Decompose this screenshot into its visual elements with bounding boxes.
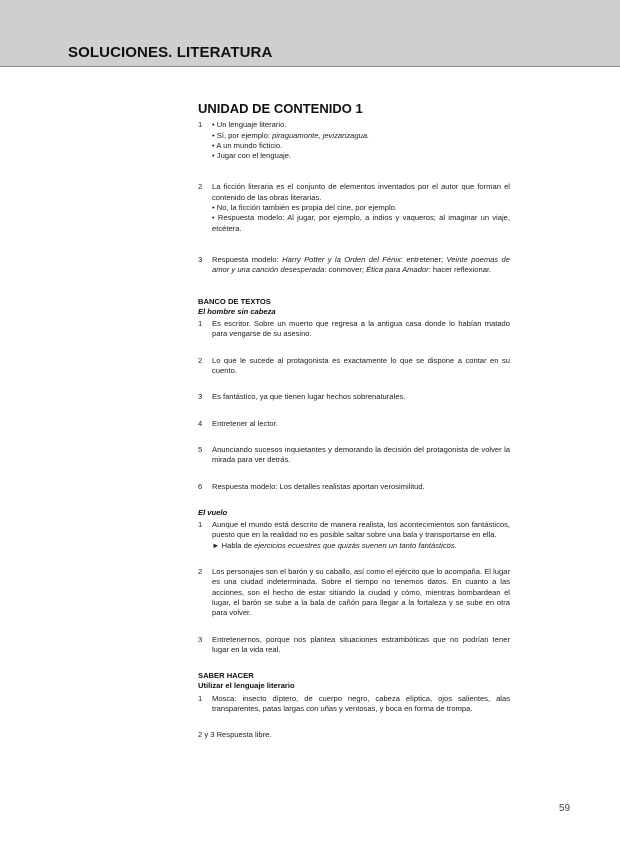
unit-title: UNIDAD DE CONTENIDO 1	[198, 101, 363, 116]
story1-question-6: 6 Respuesta modelo: Los detalles realistas aportan verosimilitud.	[198, 482, 510, 492]
answer-text: Entretener al lector.	[212, 418, 278, 428]
answer-text: Respuesta modelo: Los detalles realistas aportan verosimilitud.	[212, 481, 425, 491]
unit-question-2	[198, 182, 510, 233]
story2-question-2: 2 Los personajes son el barón y su caballo, así como el ejército que lo acompaña. El lugar es una ciudad indeterminada. Sobre el tiempo no tenemos datos. En cuanto a las acciones, son el hecho de estar sitiando la ciudad y cómo, mientras bombardean el lugar, el barón se sube a la bala de cañón para llegar a la fortaleza y se sube en otra para volver.	[198, 567, 510, 618]
answer-bullet: • Respuesta modelo: Al jugar, por ejemplo, a indios y vaqueros; al imaginar un viaje, etcétera.	[212, 213, 510, 233]
answer-text: Es escritor. Sobre un muerto que regresa a la antigua casa donde lo habían matado para vengarse de su asesino.	[212, 319, 510, 339]
answer-text: Respuesta modelo: Harry Potter y la Orden del Fénix: entretener; Veinte poemas de amor y una canción desesperada: conmover; Ética para Amador: hacer reflexionar.	[212, 254, 511, 275]
question-number: 1	[198, 120, 203, 130]
page-header	[0, 0, 620, 67]
story-title: El vuelo	[198, 507, 228, 517]
saber-question-1: 1 Mosca: insecto díptero, de cuerpo negro, cabeza elíptica, ojos salientes, alas transparentes, patas largas con uñas y ventosas, y boca en forma de trompa.	[198, 693, 510, 713]
main-content	[198, 101, 511, 741]
section-subtitle: Utilizar el lenguaje literario	[198, 681, 295, 691]
answer-text: Entretenernos, porque nos plantea situaciones estrambóticas que no podrían tener lugar en la vida real.	[212, 634, 510, 654]
page-number: 59	[559, 803, 571, 814]
story1-question-2: 2 Lo que le sucede al protagonista es exactamente lo que se dispone a contar en su cuento.	[198, 355, 510, 376]
answer-bullet: • Sí, por ejemplo: piraguamonte, jevizarizagua.	[212, 130, 370, 140]
story1-question-1: 1 Es escritor. Sobre un muerto que regresa a la antigua casa donde lo habían matado para vengarse de su asesino.	[198, 319, 510, 339]
question-number: 2	[198, 182, 203, 192]
answer-text: Mosca: insecto díptero, de cuerpo negro, cabeza elíptica, ojos salientes, alas transparentes, patas largas con uñas y ventosas, y boca en forma de trompa.	[212, 693, 510, 713]
answer-bullet: • Un lenguaje literario.	[212, 120, 287, 130]
unit-question-1	[198, 120, 510, 161]
answer-bullet: • A un mundo ficticio.	[212, 140, 283, 150]
answer-arrow-note: ► Habla de ejercicios ecuestres que quizás suenen un tanto fantásticos.	[212, 540, 457, 550]
answer-text: Anunciando sucesos inquietantes y demorando la decisión del protagonista de volver la mirada para ver detrás.	[212, 444, 510, 465]
story2-question-1: 1 Aunque el mundo está descrito de manera realista, los acontecimientos son fantásticos, puesto que en la realidad no es posible saltar sobre una bala y transportarse en ella. ► Habla de ejercicios ecuestres que quizás suenen un tanto fantásticos.	[198, 520, 510, 550]
story-title: El hombre sin cabeza	[198, 306, 276, 316]
answer-bullet: • No, la ficción también es propia del cine, por ejemplo.	[212, 203, 398, 213]
question-number: 3	[198, 254, 203, 264]
section-title-saber: SABER HACER	[198, 671, 254, 681]
section-title-banco: BANCO DE TEXTOS	[198, 296, 271, 306]
answer-text: Los personajes son el barón y su caballo, así como el ejército que lo acompaña. El lugar es una ciudad indeterminada. Sobre el tiempo no tenemos datos. En cuanto a las acciones, son el hecho de estar sitiando la ciudad y cómo, mientras bombardean el lugar, el barón se sube a la bala de cañón para llegar a la fortaleza y se sube en otra para volver.	[212, 567, 510, 618]
answer-text: Aunque el mundo está descrito de manera realista, los acontecimientos son fantásticos, puesto que en la realidad no es posible saltar sobre una bala y transportarse en ella.	[212, 520, 510, 540]
story1-question-5: 5 Anunciando sucesos inquietantes y demorando la decisión del protagonista de volver la mirada para ver detrás.	[198, 444, 510, 465]
answer-text: Lo que le sucede al protagonista es exactamente lo que se dispone a contar en su cuento.	[212, 355, 510, 376]
saber-question-2-3: 2 y 3 Respuesta libre.	[198, 730, 272, 740]
header-title: SOLUCIONES. LITERATURA	[68, 44, 273, 61]
unit-question-3	[198, 255, 510, 276]
story2-question-3: 3 Entretenernos, porque nos plantea situaciones estrambóticas que no podrían tener lugar en la vida real.	[198, 634, 510, 654]
answer-bullet: • Jugar con el lenguaje.	[212, 151, 292, 161]
answer-text: La ficción literaria es el conjunto de elementos inventados por el autor que forman el contenido de las obras literarias.	[212, 182, 510, 202]
answer-text: Es fantástico, ya que tienen lugar hechos sobrenaturales.	[212, 392, 406, 402]
story1-question-3: 3 Es fantástico, ya que tienen lugar hechos sobrenaturales.	[198, 392, 510, 402]
story1-question-4: 4 Entretener al lector.	[198, 419, 510, 429]
